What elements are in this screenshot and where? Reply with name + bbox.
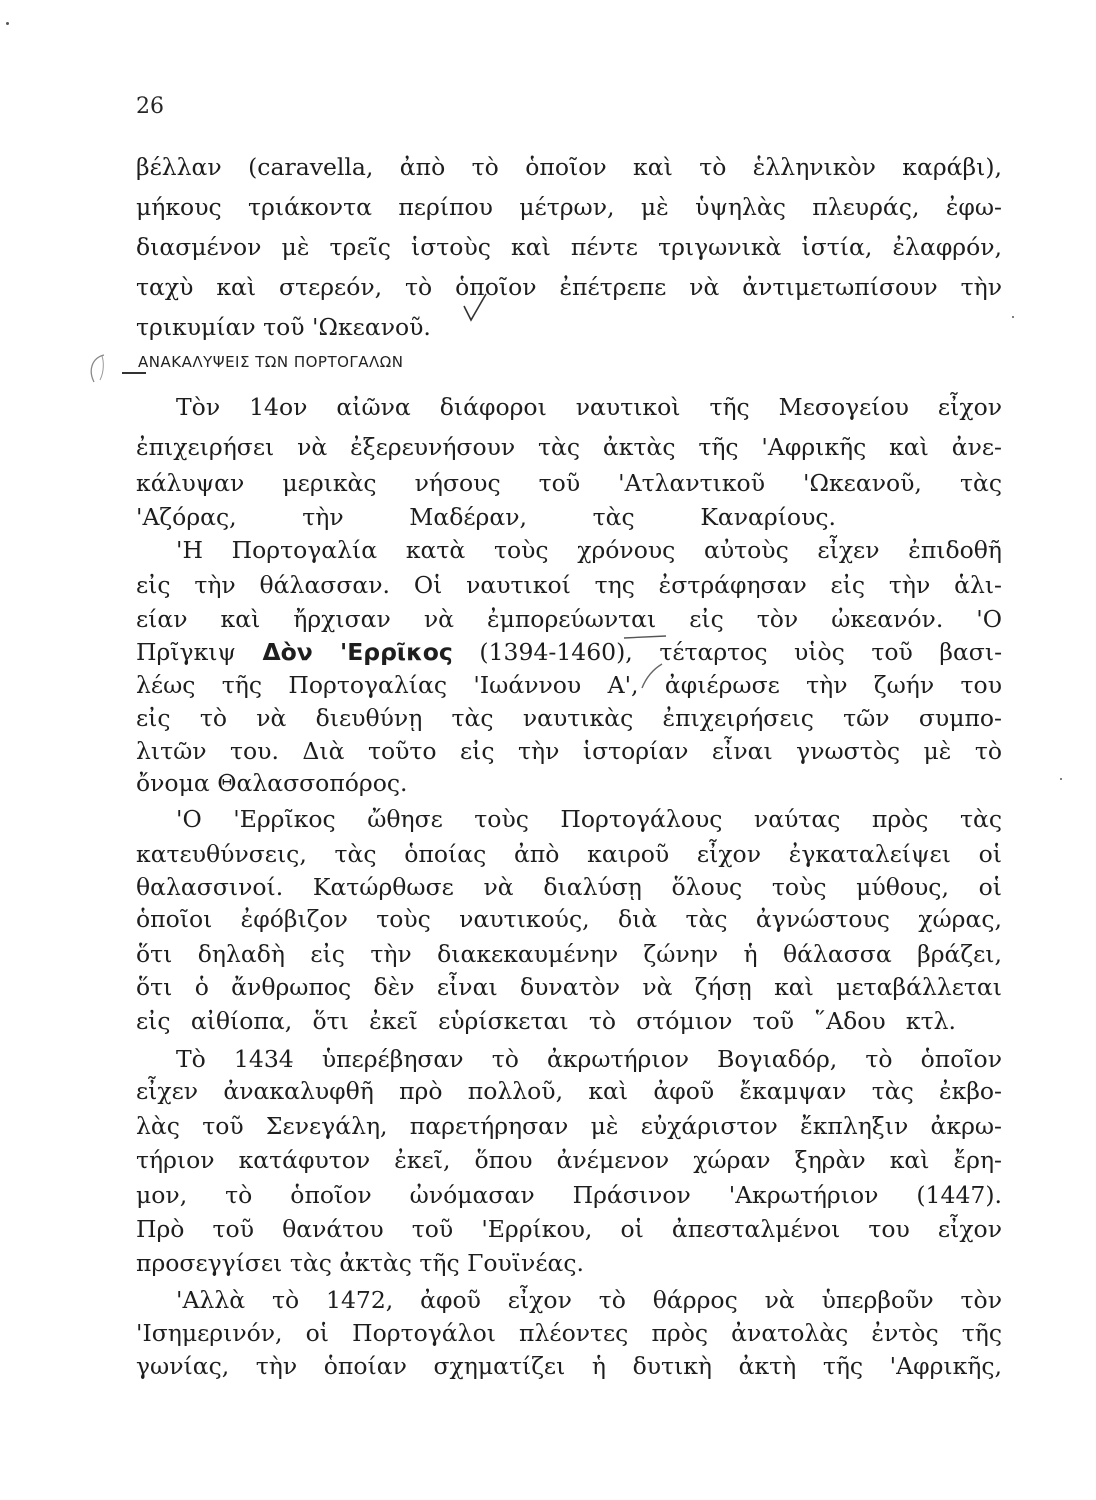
text-line: ὅτι δηλαδὴ εἰς τὴν διακεκαυμένην ζώνην ἡ θάλασσα βράζει, (136, 940, 1002, 968)
text-line: κάλυψαν μερικὰς νήσους τοῦ 'Ατλαντικοῦ 'Ωκεανοῦ, τὰς (136, 469, 1002, 497)
text-line: ὅτι ὁ ἄνθρωπος δὲν εἶναι δυνατὸν νὰ ζήσῃ καὶ μεταβάλλεται (136, 973, 1002, 1001)
text-line: 'Ο 'Ερρῖκος ὤθησε τοὺς Πορτογάλους ναύτας πρὸς τὰς (176, 805, 1002, 833)
text-line: γωνίας, τὴν ὁποίαν σχηματίζει ἡ δυτικὴ ἀκτὴ τῆς 'Αφρικῆς, (136, 1352, 1002, 1380)
text-line: διασμένον μὲ τρεῖς ἱστοὺς καὶ πέντε τριγωνικὰ ἱστία, ἐλαφρόν, (136, 233, 1002, 261)
text-line: εἰς αἰθίοπα, ὅτι ἐκεῖ εὑρίσκεται τὸ στόμιον τοῦ ῞Αδου κτλ. (136, 1007, 956, 1035)
text-line: τήριον κατάφυτον ἐκεῖ, ὅπου ἀνέμενον χώραν ξηρὰν καὶ ἔρη- (136, 1146, 1002, 1174)
text-fragment: Πρῖγκιψ (136, 638, 263, 666)
text-line: ὁποῖοι ἐφόβιζον τοὺς ναυτικούς, διὰ τὰς ἀγνώστους χώρας, (136, 905, 1002, 933)
heading-underline-mark (122, 371, 148, 375)
text-line: εἰς τὸ νὰ διευθύνῃ τὰς ναυτικὰς ἐπιχειρήσεις τῶν συμπο- (136, 704, 1002, 732)
bold-name: Δὸν 'Ερρῖκος (262, 638, 453, 666)
text-line: λιτῶν του. Διὰ τοῦτο εἰς τὴν ἱστορίαν εἶναι γνωστὸς μὲ τὸ (136, 737, 1002, 765)
text-line: Τὸν 14ον αἰῶνα διάφοροι ναυτικοὶ τῆς Μεσογείου εἶχον (176, 393, 1002, 421)
text-line: κατευθύνσεις, τὰς ὁποίας ἀπὸ καιροῦ εἶχον ἐγκαταλείψει οἱ (136, 840, 1002, 868)
text-line: λὰς τοῦ Σενεγάλη, παρετήρησαν μὲ εὐχάριστον ἔκπληξιν ἀκρω- (136, 1112, 1002, 1140)
text-line: βέλλαν (caravella, ἀπὸ τὸ ὁποῖον καὶ τὸ ἑλληνικὸν καράβι), (136, 153, 1002, 181)
text-line: ἐπιχειρήσει νὰ ἐξερευνήσουν τὰς ἀκτὰς τῆς 'Αφρικῆς καὶ ἀνε- (136, 433, 1002, 461)
text-line: 'Αζόρας, τὴν Μαδέραν, τὰς Καναρίους. (136, 503, 836, 531)
text-line: εἶχεν ἀνακαλυφθῆ πρὸ πολλοῦ, καὶ ἀφοῦ ἔκαμψαν τὰς ἐκβο- (136, 1077, 1002, 1105)
text-line: μήκους τριάκοντα περίπου μέτρων, μὲ ὑψηλὰς πλευράς, ἐφω- (136, 193, 1002, 221)
text-line: 'Η Πορτογαλία κατὰ τοὺς χρόνους αὐτοὺς εἶχεν ἐπιδοθῆ (176, 536, 1002, 564)
section-heading: ΑΝΑΚΑΛΥΨΕΙΣ ΤΩΝ ΠΟΡΤΟΓΑΛΩΝ (138, 353, 404, 371)
text-line: 'Ισημερινόν, οἱ Πορτογάλοι πλέοντες πρὸς ἀνατολὰς ἐντὸς τῆς (136, 1319, 1002, 1347)
text-line: είαν καὶ ἤρχισαν νὰ ἐμπορεύωνται εἰς τὸν ὠκεανόν. 'Ο (136, 605, 1002, 633)
text-line: προσεγγίσει τὰς ἀκτὰς τῆς Γουϊνέας. (136, 1249, 585, 1277)
text-line: μον, τὸ ὁποῖον ὠνόμασαν Πράσινον 'Ακρωτήριον (1447). (136, 1181, 1002, 1209)
text-line: θαλασσινοί. Κατώρθωσε νὰ διαλύσῃ ὅλους τοὺς μύθους, οἱ (136, 873, 1002, 901)
text-line: ταχὺ καὶ στερεόν, τὸ ὁποῖον ἐπέτρεπε νὰ ἀντιμετωπίσουν τὴν (136, 273, 1002, 301)
text-line: ὄνομα Θαλασσοπόρος. (136, 769, 408, 797)
pencil-bracket-icon (84, 352, 110, 386)
scan-speck (6, 22, 9, 25)
text-line: εἰς τὴν θάλασσαν. Οἱ ναυτικοί της ἐστράφησαν εἰς τὴν ἁλι- (136, 571, 1002, 599)
check-mark-icon (462, 292, 488, 324)
text-fragment: (1394-1460), τέταρτος υἱὸς τοῦ βασι- (452, 638, 1002, 666)
text-line: Τὸ 1434 ὑπερέβησαν τὸ ἀκρωτήριον Βογιαδόρ, τὸ ὁποῖον (176, 1045, 1002, 1073)
scan-speck (1012, 316, 1014, 318)
text-line: τρικυμίαν τοῦ 'Ωκεανοῦ. (136, 313, 431, 341)
text-line: λέως τῆς Πορτογαλίας 'Ιωάννου Α', ἀφιέρωσε τὴν ζωήν του (136, 671, 1002, 699)
scan-speck (1060, 778, 1062, 780)
text-line: Πρὸ τοῦ θανάτου τοῦ 'Ερρίκου, οἱ ἀπεσταλμένοι του εἶχον (136, 1215, 1002, 1243)
page-number: 26 (136, 94, 164, 119)
text-line: 'Αλλὰ τὸ 1472, ἀφοῦ εἶχον τὸ θάρρος νὰ ὑπερβοῦν τὸν (176, 1286, 1002, 1314)
